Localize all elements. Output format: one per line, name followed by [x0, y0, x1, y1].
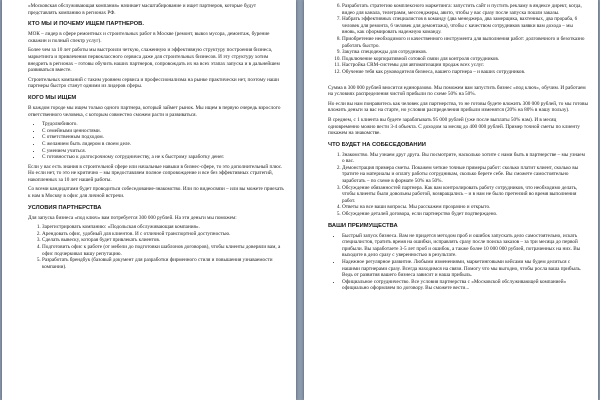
- list-item: 12. Обучение тебя как руководителя бизнеса, вашего партнера – и ваших сотрудников.: [342, 69, 588, 76]
- interview-list: [328, 152, 588, 218]
- list-item: 3. Сделать вывеску, которая будет привлекать клиентов.: [42, 237, 286, 244]
- list-item: • Надежное регулярное развитие. Любыми изменениями, маркетинговыми кейсами мы будем делиться с нашими партнерами сразу. Всегда находимся на связи. Помогу что мы выгодно, чтобы росла ваша прибыль. Ведь от развития вашего бизнеса зависит и наша прибыль.: [342, 259, 588, 279]
- list-item: • С желанием быть лидером в своем деле.: [42, 141, 286, 148]
- document-page-left: [2, 0, 296, 400]
- list-item: 7. Набрать эффективных специалистов в команду (два менеджера, два замерщика, вахтенных, два прораба, 6 человек для ремонта, 6 человек для демонтажа), чтобы с качеством сотрудников заявки вам дохода – мы вновь, как сформировать надежную команду.: [342, 16, 588, 36]
- list-item: 10. Подключение корпоративной сотовой связи для контроля сотрудников.: [342, 56, 588, 63]
- list-item: 1. Знакомство. Мы узнаем друг друга. Вы посмотрите, насколько хотите с нами быть в партнерстве – мы узнаем о вас.: [342, 152, 588, 165]
- list-item: 6. Разработать стратегию комплексного маркетинга: запустить сайт и пустить рекламу в яндексе директ, когда, видео для канала, телеграмм, мессенджеры, авито, чтобы у вас сразу после запуска пошли заказы.: [342, 3, 588, 16]
- list-item: 2. Арендовать офис, удобный для клиентов. И с отличной транспортной доступностью.: [42, 231, 286, 238]
- list-item: • С ответственным подходом.: [42, 134, 286, 141]
- section-heading-interview: ЧТО БУДЕТ НА СОБЕСЕДОВАНИИ: [328, 141, 426, 148]
- paragraph: Если у вас есть знания в строительной сфере или начальные навыки в бизнес-сфере, то это дополнительный плюс. Но если нет, то это не критично – мы предоставляем полное сопровождение и все без эффективных стратегий, накопленных за 10 лет нашей работы.: [28, 163, 283, 183]
- paragraph: МОК – лидер в сфере ремонтных и строительных работ в Москве (ремонт, вывоз мусора, демонтаж, бурение скважин и полный спектр услуг).: [28, 31, 270, 44]
- list-item: • С семейными ценностями.: [42, 128, 286, 135]
- list-item: 5. Обсуждение деталей договора, если партнерство будет подтверждено.: [342, 211, 588, 218]
- paragraph: Со всеми кандидатами будет проводиться собеседование-знакомство. Или по видеосвязи – или вы можете приехать к нам в Москву в офис для личной встречи.: [28, 186, 284, 200]
- document-page-right: [304, 0, 598, 400]
- list-item: 4. Ответы на все ваши вопросы. Мы расскажем прозрачно и открыто.: [342, 204, 588, 211]
- list-item: 1. Зарегистрировать компанию: «Подольская обслуживающая компания».: [42, 224, 286, 231]
- list-item: 11. Настройка CRM-системы для автоматизации продаж всех услуг.: [342, 62, 588, 69]
- paragraph: Но если вы нам понравитесь как человек для партнерства, то не готовы будете вложить 300 000 рублей, то мы готовы вложить деньги за вас на старте, но условия распределения прибыли изменятся (20% на 80% в нашу пользу).: [328, 100, 588, 114]
- section-heading-advantages: ВАШИ ПРЕИМУЩЕСТВА: [328, 222, 398, 229]
- list-item: 8. Приобретение необходимого и качественного инструмента для выполнения работ: долговечного и безотказно работать быстро.: [342, 36, 588, 49]
- list-item: 5. Разработать брендбук (базовый документ для разработки фирменного стиля и повышения узнаваемости компании).: [42, 257, 286, 270]
- paragraph: В среднем, с 1 клиента вы будете зарабатывать 95 000 рублей (уже после выплаты 50% нам). И в месяц одновременно можно вести 3-4 объекта. С доходом за месяц до 400 000 рублей. Пример точной сметы по клиенту покажем на знакомстве.: [328, 116, 581, 137]
- list-item: • Быстрый запуск бизнеса. Вам не придется методом проб и ошибок запускать дело самостоятельно, искать специалистов, тратить время на ошибки, исправлять сразу после поиска заказов – за три месяца до первой прибыли. Вы заработаете 3-5 лет проб и ошибок, а также более 10 000 000 рублей, потраченных на них. Вы выходите в дело сразу с уверенностью в результате.: [342, 233, 588, 259]
- steps-list-continued: [328, 3, 588, 76]
- paragraph: Более чем за 10 лет работы мы выстроили четкую, слаженную и эффективную структуру построения бизнеса, маркетинга и привлечения первоклассного сервиса даже для строительных бизнесов. И эту структуру хотим внедрить в регионах – готовы обучить наших партнеров, сопровождать их на всех этапах запуска и в дальнейшем развиваться вместе.: [28, 47, 280, 74]
- list-item: • С умением учиться.: [42, 148, 286, 155]
- paragraph: В каждом городе мы ищем только одного партнера, который займет рынок. Мы ищем в первую очередь взрослого ответственного человека, с которым совместно сможем расти и развиваться.: [28, 104, 281, 118]
- section-heading-who: КТО МЫ И ПОЧЕМУ ИЩЕМ ПАРТНЕРОВ.: [28, 21, 144, 28]
- paragraph: Строительных компаний с таким уровнем сервиса и профессионализма на рынке практически нет, поэтому наши партнеры быстро станут одними из лидеров сферы.: [28, 76, 279, 90]
- list-item: • Официальное сотрудничество. Все условия партнерства с «Московской обслуживающей компанией» официально оформляем по договору. Вы сможете вести...: [342, 279, 588, 292]
- advantages-list: [328, 233, 588, 292]
- traits-list: [28, 121, 286, 161]
- intro-paragraph: «Московская обслуживающая компания» начинает масштабирование и ищет партнеров, которые будут представлять компанию в регионах РФ.: [28, 3, 257, 16]
- list-item: 4. Подготовить офис к работе (от мебели до подготовки шаблонов договоров), чтобы клиенты доверяли вам, а офис подчеркивал вашу репутацию.: [42, 244, 286, 257]
- list-item: 3. Обсуждение обязанностей партнера. Как вам контролировать работу сотрудников, что необходимо делать, чтобы клиенты были довольны работой, возвращались – и в нам не было претензий во время выполнения работ.: [342, 185, 588, 205]
- paragraph: Для запуска бизнеса «под ключ» вам потребуется 300 000 рублей. На эти деньги мы поможем:: [28, 214, 237, 221]
- steps-list: [28, 224, 286, 270]
- list-item: • С готовностью к долгосрочному сотрудничеству, а не к быстрому заработку денег.: [42, 154, 286, 161]
- list-item: • Трудолюбивого.: [42, 121, 286, 128]
- paragraph: Сумма в 300 000 рублей вносится единоразово. Мы поможем вам запустить бизнес «под ключ», обучим. И работаем на условиях распределения чистой прибыли по схеме 50% на 50%.: [328, 84, 586, 98]
- section-heading-seek: КОГО МЫ ИЩЕМ: [28, 94, 77, 101]
- list-item: 2. Демонстрация примера сметы. Покажем четкие точные примеры работ: сколько платит клиент, сколько вы тратите на материалы и оплату работы сотрудникам, сколько берете себе. Вы сможете самостоятельно заработать – по схеме в формате 50% на 50%.: [342, 165, 588, 185]
- list-item: 9. Закупка спецодежды для сотрудников.: [342, 49, 588, 56]
- section-heading-terms: УСЛОВИЯ ПАРТНЕРСТВА: [28, 204, 102, 211]
